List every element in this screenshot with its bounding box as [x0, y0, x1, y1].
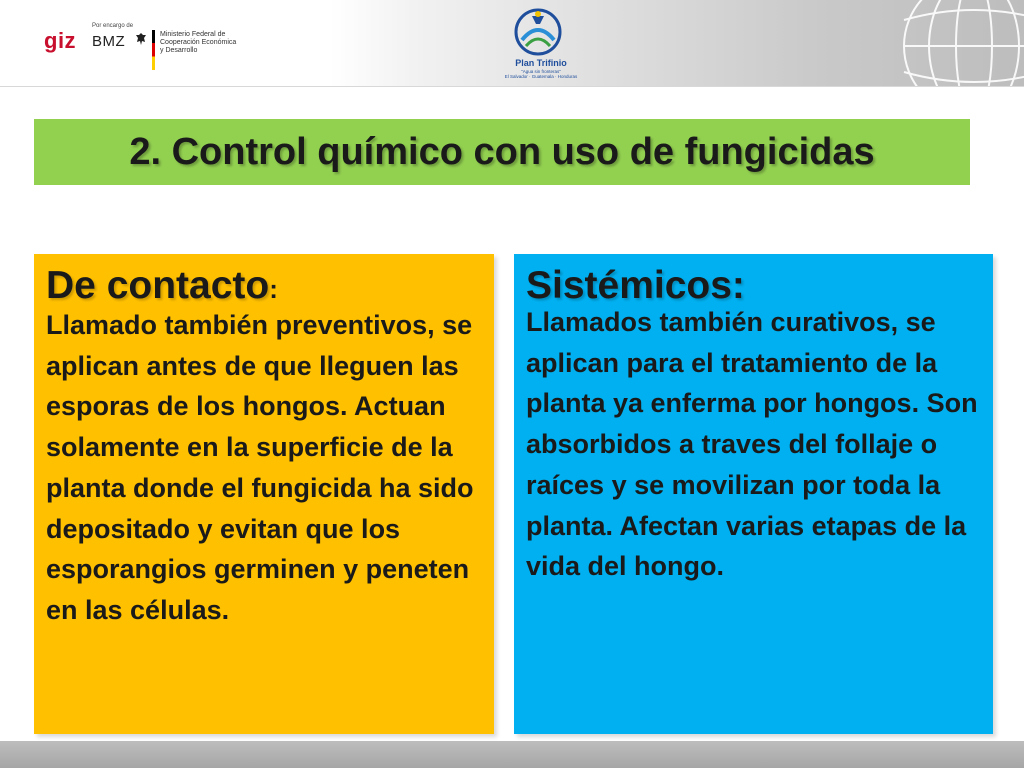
- plan-trifinio-logo-area: [250, 0, 578, 86]
- plan-trifinio-motto: "Agua sin fronteras" El Salvador · Guatemala · Honduras: [504, 69, 578, 79]
- globe-wireframe-icon: [896, 0, 1024, 86]
- footer-strip: [0, 741, 1024, 768]
- slide-title-band: [34, 119, 970, 185]
- ministry-label: Ministerio Federal de Cooperación Económica y Desarrollo: [160, 31, 237, 54]
- plan-trifinio-title: Plan Trifinio: [515, 58, 567, 68]
- contact-heading-text: De contacto: [46, 264, 270, 307]
- contact-fungicides-panel: [34, 254, 494, 734]
- contact-description: Llamado también preventivos, se aplican antes de que lleguen las esporas de los hongos. Actuan solamente en la superficie de la planta donde el fungicida ha sido depositado y evitan que los esporangios germinen y peneten en las células.: [46, 310, 474, 625]
- contact-heading: [46, 264, 482, 311]
- plan-trifinio-emblem-icon: [508, 6, 568, 62]
- german-flag-bar: [152, 30, 155, 70]
- contact-heading-colon: :: [269, 274, 278, 304]
- systemic-heading: Sistémicos:: [526, 264, 745, 307]
- giz-logo-area: [0, 0, 250, 86]
- bmz-label: BMZ: [92, 33, 126, 50]
- federal-eagle-icon: [135, 32, 147, 46]
- giz-logo: giz: [44, 28, 77, 53]
- por-encargo-label: Por encargo de: [92, 23, 134, 29]
- systemic-description: Llamados también curativos, se aplican para el tratamiento de la planta ya enferma por hongos. Son absorbidos a traves del follaje o raíces y se movilizan por toda la planta. Afectan varias etapas de la vida del hongo.: [526, 307, 978, 582]
- header-band: [0, 0, 1024, 87]
- systemic-fungicides-panel: [514, 254, 993, 734]
- slide-title: 2. Control químico con uso de fungicidas: [129, 130, 875, 173]
